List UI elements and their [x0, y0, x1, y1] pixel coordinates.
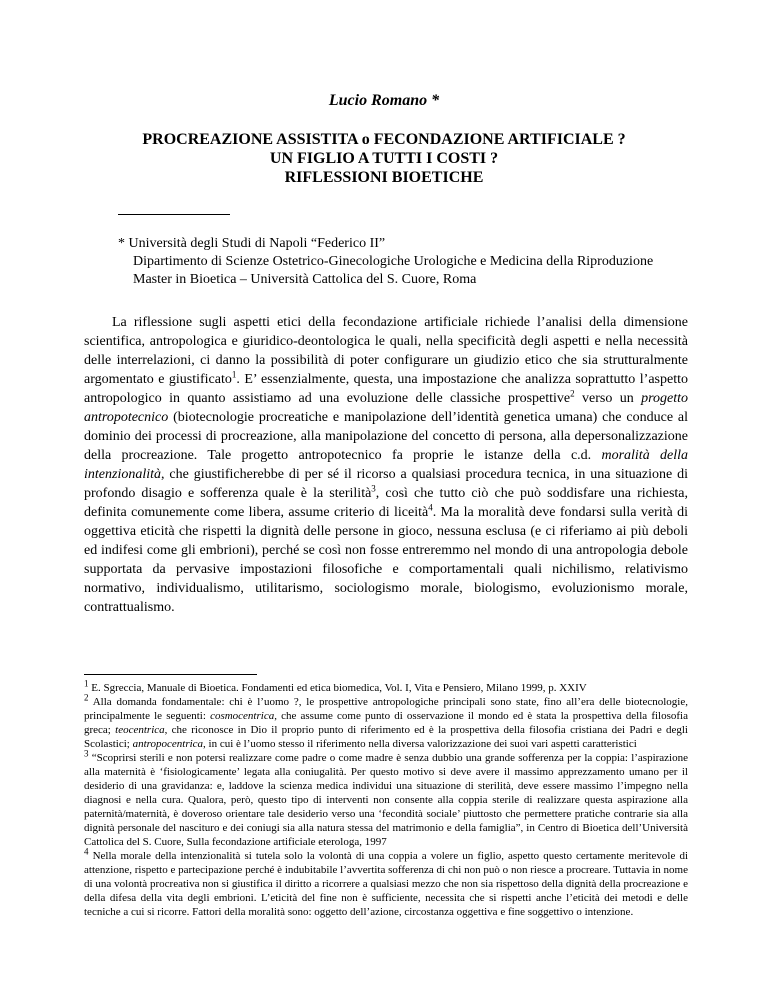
footnote-ref-1[interactable]: 1	[231, 369, 237, 380]
footnote-emphasis: antropocentrica	[132, 738, 204, 750]
body-text: . E’ essenzialmente, questa, una impostazione che analizza soprattutto l’aspetto antropologico in quanto assistiamo ad una evoluzione delle classiche prospettive	[84, 372, 688, 406]
emphasis-text: progetto antropotecnico	[84, 391, 688, 425]
body-text: La riflessione sugli aspetti etici della fecondazione artificiale richiede l’analisi della dimensione scientifica, antropologica e giuridico-deontologica le quali, nella specificità degli aspetti e nella necessità delle interrelazioni, ci danno la possibilità di poter configurare un giudizio etico che sia strutturalmente argomentato e giustificato	[84, 315, 688, 387]
footnote-text: “Scoprirsi sterili e non potersi realizzare come padre o come madre è senza dubbio una grande sofferenza per la coppia: l’aspirazione alla maternità è ‘fisiologicamente’ legata alla coniugalità. Per questo motivo si deve avere il massimo apprezzamento umano per il desiderio di una gravidanza: e, laddove la scienza medica individui una situazione di sterilità, deve essere massimo l’impegno nella diagnosi e nella cura. Qualora, però, questo tipo di interventi non consente alla coppia sterile di realizzare questa aspirazione alla paternità/maternità, è doveroso orientare tale desiderio verso una ‘fecondità sociale’ piuttosto che permettere pratiche contrarie sia alla dignità personale del nascituro e dei coniugi sia alla natura stessa del matrimonio e della famiglia”, in Centro di Bioetica dell’Università Cattolica del S. Cuore, Sulla fecondazione artificiale eterologa, 1997	[84, 752, 688, 848]
title-line-1: PROCREAZIONE ASSISTITA o FECONDAZIONE ARTIFICIALE ?	[142, 131, 626, 148]
footnote-1	[84, 678, 688, 695]
footnote-ref-2[interactable]: 2	[570, 388, 575, 399]
footnote-text: , che assume come punto di osservazione il mondo ed è stata la prospettiva della filosofia greca;	[84, 710, 688, 736]
body-text: verso un	[574, 391, 642, 406]
footnote-emphasis: cosmocentrica	[210, 710, 275, 722]
affiliation-separator	[118, 214, 230, 215]
footnote-ref-3[interactable]: 3	[371, 483, 376, 494]
title-line-2: UN FIGLIO A TUTTI I COSTI ?	[269, 150, 499, 167]
paper-title	[0, 130, 768, 187]
footnote-text: , in cui è l’uomo stesso il riferimento nella diversa valorizzazione dei suoi vari aspetti caratteristici	[203, 738, 637, 750]
body-text: , che giustificherebbe di per sé il ricorso a qualsiasi procedura tecnica, in una situazione di profondo disagio e sofferenza quale è la sterilità	[84, 467, 688, 501]
footnotes	[84, 678, 688, 919]
footnote-separator	[84, 674, 257, 675]
body-paragraph	[84, 313, 688, 617]
footnote-text: Nella morale della intenzionalità si tutela solo la volontà di una coppia a volere un figlio, aspetto questo certamente meritevole di attenzione, rispetto e partecipazione perché è indubitabile l’avvertita sofferenza di chi non può o non riesce a procreare. Tuttavia in nome di una volontà procreativa non si giustifica il diritto a ricorrere a qualsiasi mezzo che non sia rispettoso della dignità della procreazione e della difesa della vita degli embrioni. L’eticità del fine non è sufficiente, necessita che si rispetti anche l’eticità dei metodi e delle tecniche a cui si ricorre. Fattori della moralità sono: oggetto dell’azione, circostanza oggettiva e fine soggettivo o intenzione.	[84, 850, 688, 918]
affiliation-department: Dipartimento di Scienze Ostetrico-Ginecologiche Urologiche e Medicina della Riproduzione	[133, 254, 654, 269]
affiliation-master: Master in Bioetica – Università Cattolica del S. Cuore, Roma	[133, 272, 477, 287]
footnote-number: 2	[84, 692, 89, 703]
footnote-ref-4[interactable]: 4	[428, 502, 433, 513]
title-line-3: RIFLESSIONI BIOETICHE	[284, 169, 484, 186]
body-text: (biotecnologie procreatiche e manipolazione dell’identità genetica umana) che conduce al dominio dei processi di procreazione, alla manipolazione del concetto di persona, alla depersonalizzazione della procreazione. Tale progetto antropotecnico fa proprie le istanze della c.d.	[84, 410, 688, 463]
affiliation-block	[118, 235, 718, 289]
footnote-4	[84, 846, 688, 919]
footnote-text: Alla domanda fondamentale: chi è l’uomo ?, le prospettive antropologiche principali sono state, fino all’era delle biotecnologie, principalmente le seguenti:	[84, 696, 688, 722]
footnote-2	[84, 692, 688, 751]
footnote-text: E. Sgreccia, Manuale di Bioetica. Fondamenti ed etica biomedica, Vol. I, Vita e Pensiero, Milano 1999, p. XXIV	[88, 682, 587, 694]
author-name: Lucio Romano *	[328, 92, 440, 109]
footnote-number: 4	[84, 846, 89, 857]
body-text: , così che tutto ciò che può soddisfare una richiesta, definita comunemente come libera, assume criterio di liceità	[84, 486, 688, 520]
footnote-emphasis: teocentrica	[115, 724, 165, 736]
emphasis-text: moralità della intenzionalità	[84, 448, 688, 482]
body-text: . Ma la moralità deve fondarsi sulla verità di oggettiva eticità che rispetti la dignità delle persone in gioco, nessuna esclusa (e ci riferiamo ai più deboli ed indifesi come gli embrioni), perché se così non fosse entreremmo nel mondo di una antropologia debole supportata da pervasive impostazioni filosofiche e comportamentali quali nichilismo, relativismo normativo, individualismo, utilitarismo, sociologismo morale, biologismo, evoluzionismo morale, contrattualismo.	[84, 505, 688, 615]
footnote-text: , che riconosce in Dio il proprio punto di riferimento ed è la prospettiva della filosofia cristiana dei Padri e degli Scolastici;	[84, 724, 688, 750]
affiliation-university: * Università degli Studi di Napoli “Federico II”	[118, 236, 386, 251]
footnote-3	[84, 748, 688, 849]
footnote-number: 1	[84, 678, 89, 689]
footnote-number: 3	[84, 748, 89, 759]
